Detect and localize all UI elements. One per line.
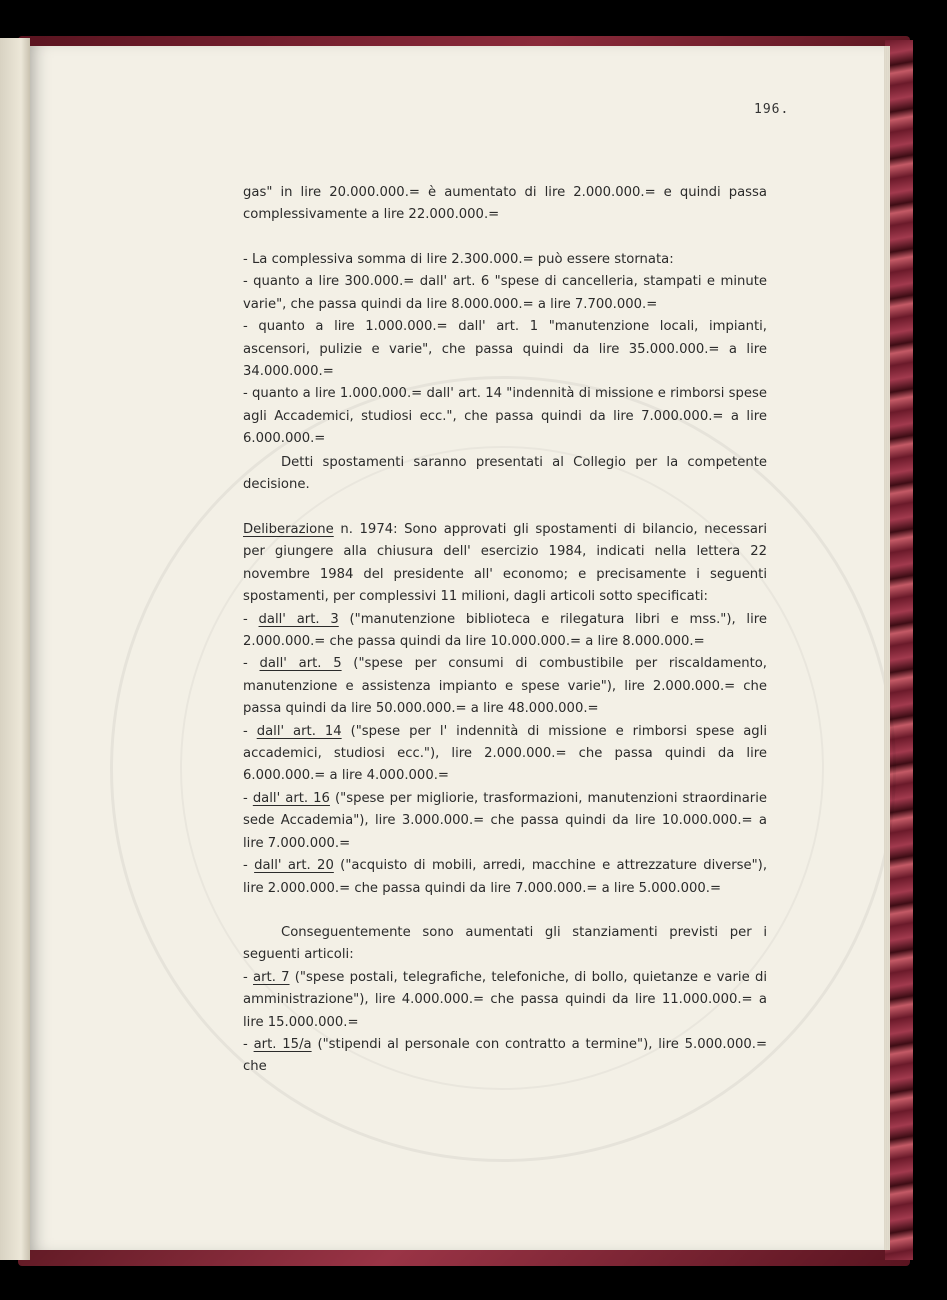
list-item: - dall' art. 5 ("spese per consumi di combustibile per riscaldamento, manutenzione e assistenza impianto e spese varie"), lire 2.000.000.= che passa quindi da lire 50.000.000.= a lire 48.000.000.= [243,656,768,717]
list-item: - dall' art. 3 ("manutenzione biblioteca e rilegatura libri e mss."), lire 2.000.000.= che passa quindi da lire 10.000.000.= a lire 8.000.000.= [243,611,768,650]
storno-intro: - La complessiva somma di lire 2.300.000.= può essere stornata: [243,252,674,267]
article-ref: dall' art. 16 [252,790,330,806]
list-item: - art. 7 ("spese postali, telegrafiche, telefoniche, di bollo, quietanze e varie di amministrazione"), lire 4.000.000.= che passa quindi da lire 11.000.000.= a lire 15.000.000.= [243,969,767,1030]
article-ref: art. 7 [253,969,290,985]
storno-list [243,249,767,451]
article-ref: dall' art. 3 [258,611,339,627]
storno-item: - quanto a lire 1.000.000.= dall' art. 1 "manutenzione locali, impianti, ascensori, pulizie e varie", che passa quindi da lire 35.000.000.= a lire 34.000.000.= [243,319,767,380]
page-stack-edge [884,46,890,1250]
list-item: - art. 15/a ("stipendi al personale con contratto a termine"), lire 5.000.000.= che [243,1037,767,1075]
paragraph-decision [243,452,767,497]
deliberation-label: Deliberazione [243,522,334,537]
article-ref: dall' art. 5 [259,656,342,672]
increase-intro: Conseguentemente sono aumentati gli stanziamenti previsti per i seguenti articoli: [243,925,767,963]
deliberation-paragraph [243,519,767,609]
paragraph-continuation [243,182,767,227]
list-item: - dall' art. 20 ("acquisto di mobili, arredi, macchine e attrezzature diverse"), lire 2.000.000.= che passa quindi da lire 7.000.000.= a lire 5.000.000.= [243,858,768,896]
paragraph-text: Detti spostamenti saranno presentati al Collegio per la competente decisione. [243,455,767,493]
deliberation-block [243,519,767,900]
increase-block [243,922,767,1079]
page-number: 196. [754,102,790,117]
list-item: - dall' art. 16 ("spese per migliorie, trasformazioni, manutenzioni straordinarie sede Accademia"), lire 3.000.000.= che passa quindi da lire 10.000.000.= a lire 7.000.000.= [243,790,768,851]
article-ref: dall' art. 14 [256,723,342,739]
left-page-edge [0,38,30,1260]
storno-item: - quanto a lire 300.000.= dall' art. 6 "spese di cancelleria, stampati e minute varie", che passa quindi da lire 8.000.000.= a lire 7.700.000.= [243,274,767,312]
article-ref: dall' art. 20 [254,858,334,874]
article-ref: art. 15/a [253,1037,312,1053]
storno-item: - quanto a lire 1.000.000.= dall' art. 14 "indennità di missione e rimborsi spese agli Accademici, studiosi ecc.", che passa quindi da lire 7.000.000.= a lire 6.000.000.= [243,386,767,447]
deliberation-text: n. 1974: Sono approvati gli spostamenti di bilancio, necessari per giungere alla chiusura dell' esercizio 1984, indicati nella lettera 22 novembre 1984 del presidente all' economo; e precisamente i seguenti spostamenti, per complessivi 11 milioni, dagli articoli sotto specificati: [243,522,767,605]
list-item: - dall' art. 14 ("spese per l' indennità di missione e rimborsi spese agli accademici, studiosi ecc."), lire 2.000.000.= che passa quindi da lire 6.000.000.= a lire 4.000.000.= [243,723,767,784]
paragraph-text: gas" in lire 20.000.000.= è aumentato di lire 2.000.000.= e quindi passa complessivamente a lire 22.000.000.= [243,185,767,223]
